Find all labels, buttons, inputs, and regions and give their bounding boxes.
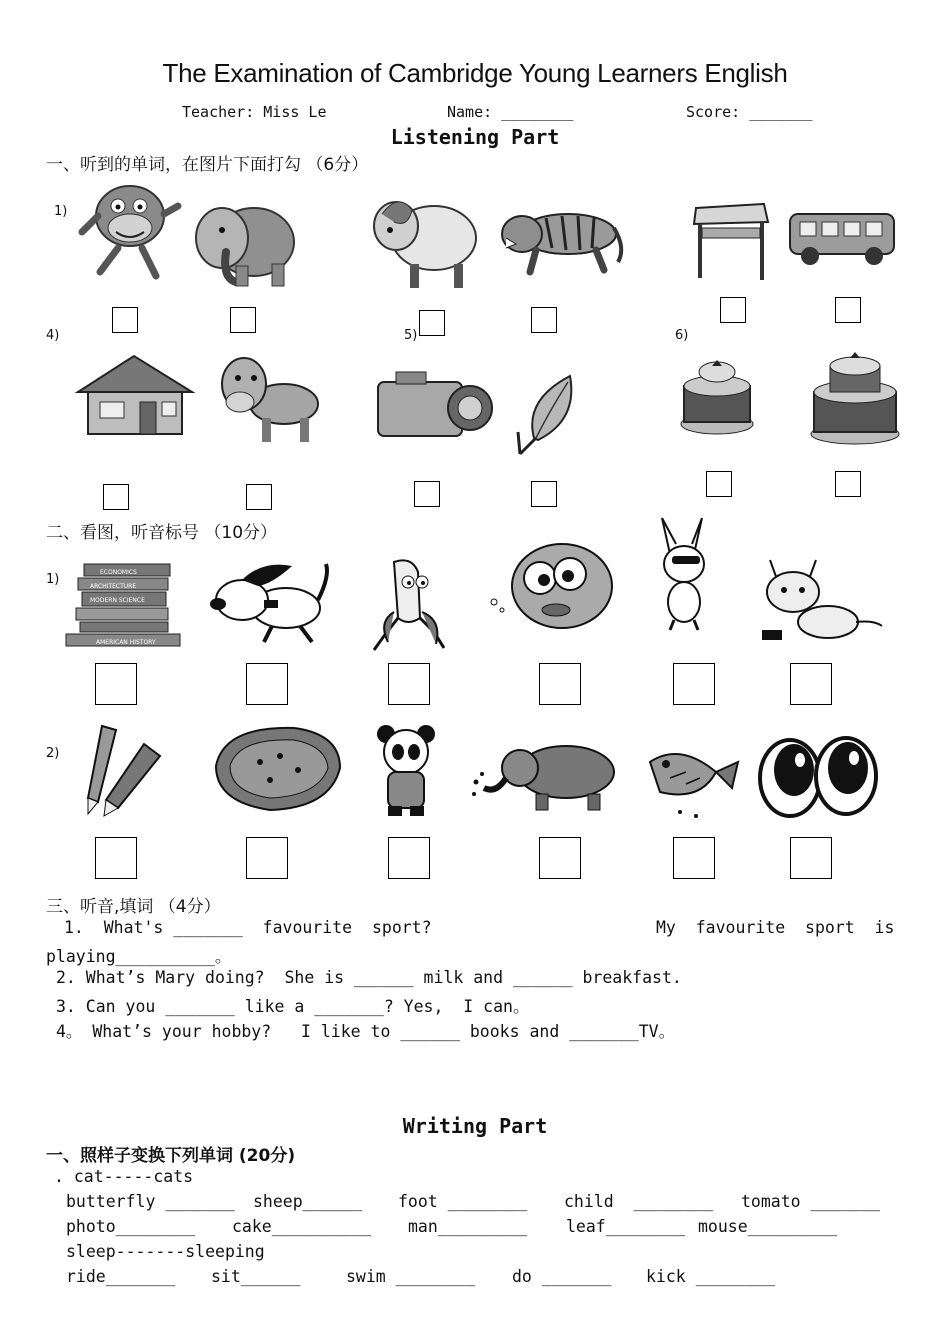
book-title-architecture: ARCHITECTURE (90, 583, 137, 590)
question-label-5: 5) (404, 328, 418, 343)
monkey-image (78, 176, 186, 284)
word-mouse: mouse_________ (698, 1217, 838, 1236)
big-cake-image (806, 348, 904, 446)
checkbox-1a[interactable] (112, 307, 138, 333)
answer-box-2-3[interactable] (388, 837, 430, 879)
checkbox-2b[interactable] (531, 307, 557, 333)
answer-box-1-1[interactable] (95, 663, 137, 705)
word-ride: ride_______ (66, 1267, 176, 1286)
answer-box-2-1[interactable] (95, 837, 137, 879)
book-title-american-history: AMERICAN HISTORY (96, 639, 156, 646)
row-label-1: 1) (46, 572, 60, 587)
pencils-image (82, 722, 168, 818)
sheep-image (368, 186, 480, 294)
word-do: do _______ (512, 1267, 612, 1286)
answer-box-2-4[interactable] (539, 837, 581, 879)
checkbox-5a[interactable] (414, 481, 440, 507)
word-leaf: leaf________ (566, 1217, 686, 1236)
checkbox-3b[interactable] (835, 297, 861, 323)
question-label-4: 4) (46, 328, 60, 343)
exam-title: The Examination of Cambridge Young Learners English (162, 58, 788, 88)
word-tomato: tomato _______ (741, 1192, 881, 1211)
word-sheep: sheep______ (253, 1192, 363, 1211)
score-field[interactable]: Score: _______ (686, 103, 813, 121)
checkbox-4b[interactable] (246, 484, 272, 510)
answer-box-1-4[interactable] (539, 663, 581, 705)
desk-image (690, 198, 772, 282)
word-photo: photo________ (66, 1217, 196, 1236)
small-cake-image (676, 358, 758, 436)
checkbox-6b[interactable] (835, 471, 861, 497)
question-label-6: 6) (675, 328, 689, 343)
books-image (60, 560, 184, 648)
banana-image (364, 552, 454, 656)
listening-section1-heading: 一、听到的单词，在图片下面打勾 （6分） (46, 155, 369, 175)
checkbox-5b[interactable] (531, 481, 557, 507)
panda-image (368, 722, 444, 818)
camera-image (374, 368, 494, 442)
cat-image (756, 552, 884, 644)
word-foot: foot ________ (398, 1192, 528, 1211)
fill-question-4: 4。 What’s your hobby? I like to ______ books and _______TV。 (56, 1022, 676, 1041)
example-sleep: sleep-------sleeping (66, 1242, 265, 1261)
book-title-economics: ECONOMICS (100, 569, 137, 576)
checkbox-4a[interactable] (103, 484, 129, 510)
answer-box-2-6[interactable] (790, 837, 832, 879)
fill-question-1c: playing__________。 (46, 947, 232, 966)
answer-box-2-5[interactable] (673, 837, 715, 879)
teacher-label: Teacher: Miss Le (182, 103, 327, 121)
elephant-spraying-image (470, 738, 620, 812)
word-man: man_________ (408, 1217, 528, 1236)
answer-box-2-2[interactable] (246, 837, 288, 879)
answer-box-1-2[interactable] (246, 663, 288, 705)
watermelon-image (210, 722, 346, 814)
leaf-image (514, 370, 582, 456)
name-field[interactable]: Name: ________ (447, 103, 574, 121)
fish-image (486, 526, 618, 634)
checkbox-3a[interactable] (720, 297, 746, 323)
rabbit-image (648, 514, 724, 632)
word-cake: cake__________ (232, 1217, 372, 1236)
dog-image (202, 556, 338, 646)
answer-box-1-6[interactable] (790, 663, 832, 705)
checkbox-6a[interactable] (706, 471, 732, 497)
tiger-image (496, 198, 628, 278)
word-child: child ________ (564, 1192, 714, 1211)
listening-part-title: Listening Part (390, 125, 560, 149)
fill-question-3: 3. Can you _______ like a _______? Yes, I can。 (56, 997, 530, 1016)
horse-image (214, 346, 324, 446)
checkbox-2a[interactable] (419, 310, 445, 336)
word-butterfly: butterfly _______ (66, 1192, 235, 1211)
fill-question-2: 2. What’s Mary doing? She is ______ milk and ______ breakfast. (56, 968, 682, 987)
eyes-image (756, 736, 880, 820)
word-swim: swim ________ (346, 1267, 476, 1286)
writing-part-title: Writing Part (402, 1114, 548, 1138)
listening-section2-heading: 二、看图，听音标号 （10分） (46, 523, 278, 543)
row-label-2: 2) (46, 746, 60, 761)
writing-section1-heading: 一、照样子变换下列单词 (20分) (46, 1146, 296, 1166)
book-title-modern-science: MODERN SCIENCE (90, 597, 145, 604)
answer-box-1-3[interactable] (388, 663, 430, 705)
fill-question-1b: My favourite sport is (656, 918, 895, 937)
word-sit: sit______ (211, 1267, 301, 1286)
bus-image (786, 208, 898, 270)
question-label-1: 1) (54, 204, 68, 219)
answer-box-1-5[interactable] (673, 663, 715, 705)
example-cat: . cat-----cats (54, 1167, 194, 1186)
elephant-image (192, 198, 298, 290)
jumping-fish-image (640, 732, 746, 822)
fill-question-1a: 1. What's _______ favourite sport? (64, 918, 432, 937)
listening-section3-heading: 三、听音,填词 （4分） (46, 897, 221, 917)
word-kick: kick ________ (646, 1267, 776, 1286)
checkbox-1b[interactable] (230, 307, 256, 333)
house-image (74, 352, 196, 438)
